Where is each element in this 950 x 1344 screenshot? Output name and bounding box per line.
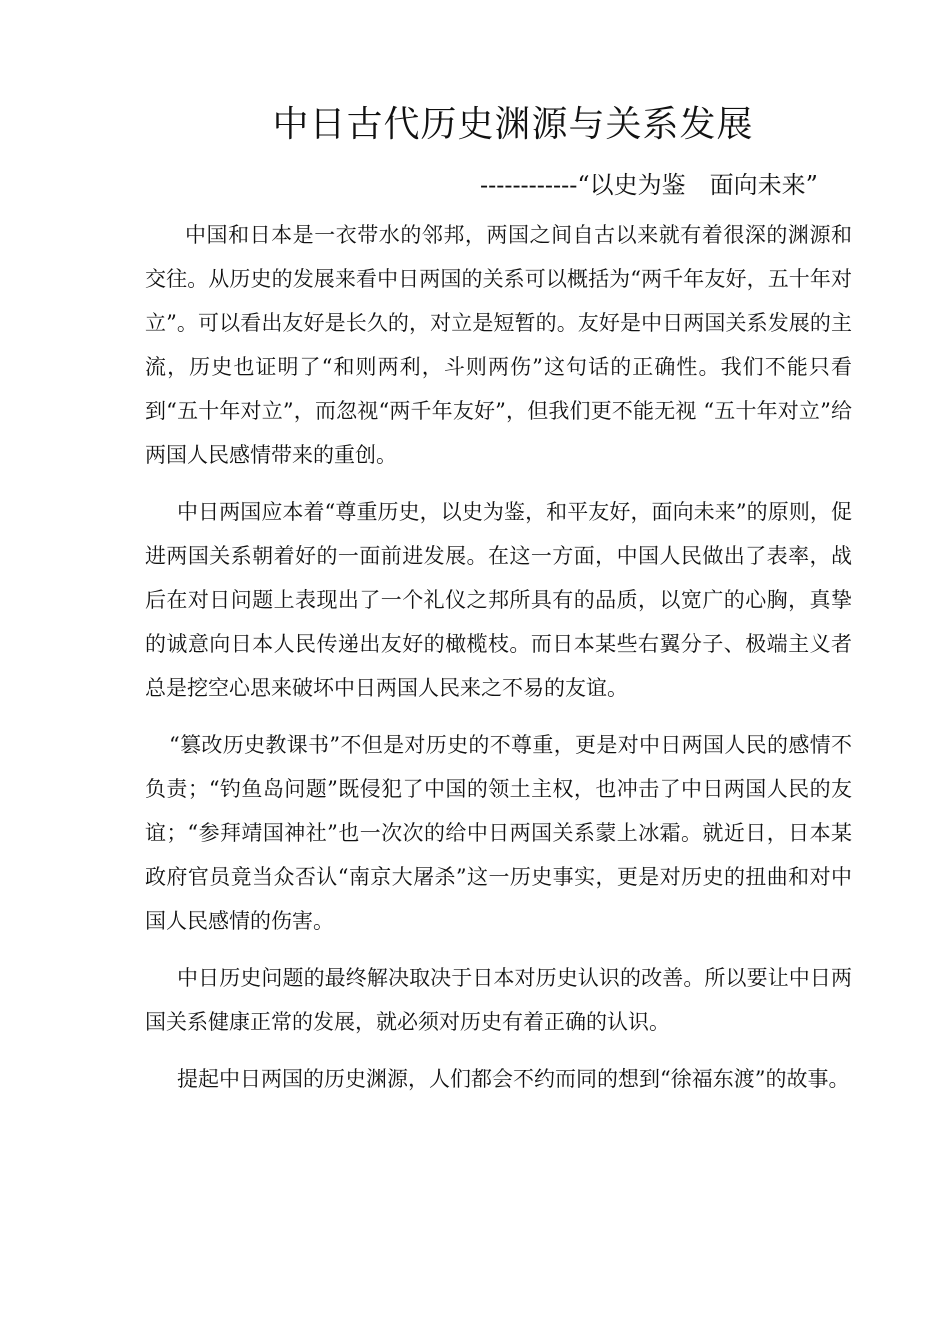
body-paragraph: 中日历史问题的最终解决取决于日本对历史认识的改善。所以要让中日两国关系健康正常的发展，就必须对历史有着正确的认识。 [145,966,852,1034]
body-paragraph: 中国和日本是一衣带水的邻邦，两国之间自古以来就有着很深的渊源和交往。从历史的发展来看中日两国的关系可以概括为“两千年友好，五十年对立”。可以看出友好是长久的，对立是短暂的。友好是中日两国关系发展的主流，历史也证明了“和则两利，斗则两伤”这句话的正确性。我们不能只看到“五十年对立”，而忽视“两千年友好”，但我们更不能无视 “五十年对立”给两国人民感情带来的重创。 [145,223,852,467]
document-body [145,213,852,1114]
body-paragraph: “篡改历史教课书”不但是对历史的不尊重，更是对中日两国人民的感情不负责；“钓鱼岛问题”既侵犯了中国的领土主权，也冲击了中日两国人民的友谊；“参拜靖国神社”也一次次的给中日两国关系蒙上冰霜。就近日，日本某政府官员竟当众否认“南京大屠杀”这一历史事实，更是对历史的扭曲和对中国人民感情的伤害。 [145,733,852,933]
body-paragraph: 中日两国应本着“尊重历史，以史为鉴，和平友好，面向未来”的原则，促进两国关系朝着好的一面前进发展。在这一方面，中国人民做出了表率，战后在对日问题上表现出了一个礼仪之邦所具有的品质，以宽广的心胸，真挚的诚意向日本人民传递出友好的橄榄枝。而日本某些右翼分子、极端主义者总是挖空心思来破坏中日两国人民来之不易的友谊。 [145,500,852,700]
document-title: 中日古代历史渊源与关系发展 [272,104,754,145]
body-paragraph: 提起中日两国的历史渊源，人们都会不约而同的想到“徐福东渡”的故事。 [177,1067,850,1091]
document-subtitle: ------------“以史为鉴 面向未来” [480,171,818,199]
